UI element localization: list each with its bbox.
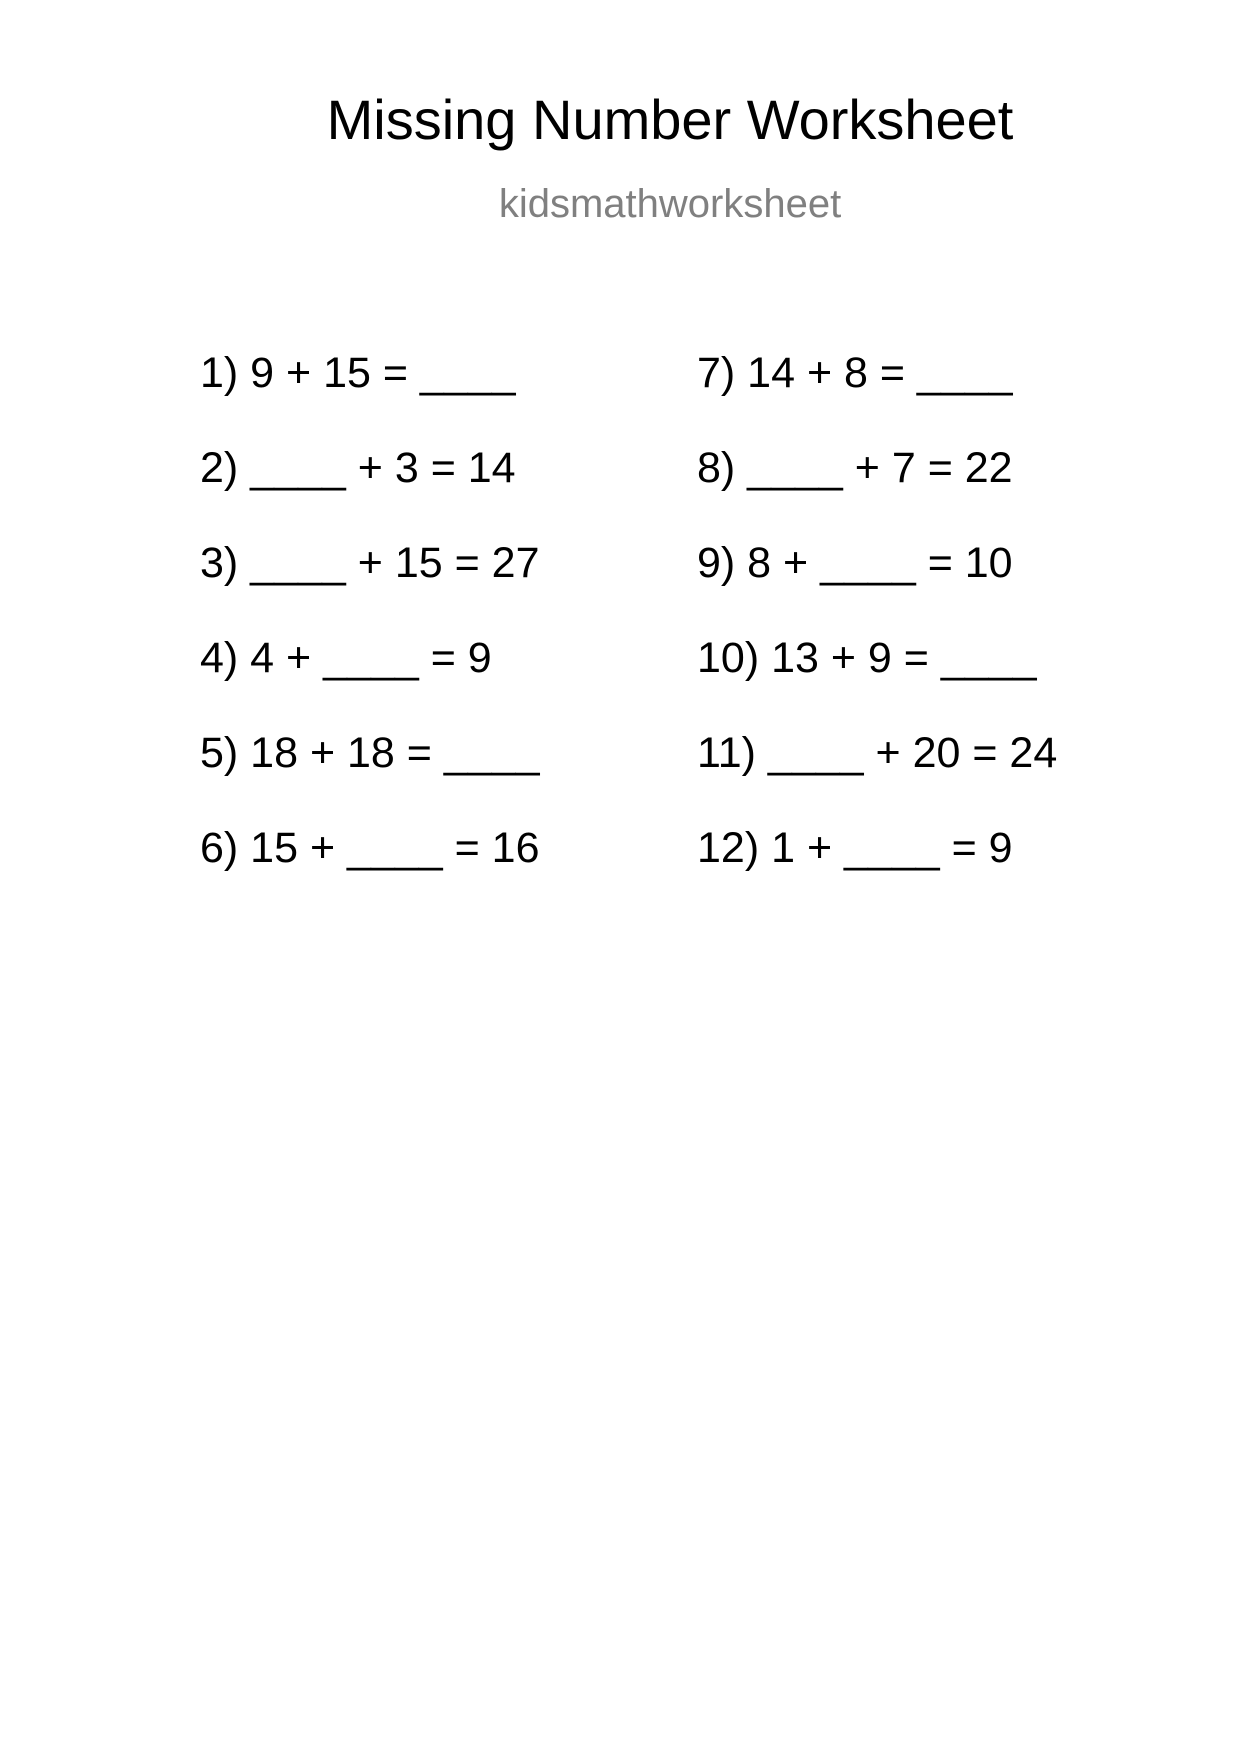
problem-12: 12) 1 + ____ = 9 <box>697 824 1013 872</box>
page-title: Missing Number Worksheet <box>326 88 1014 151</box>
problem-7: 7) 14 + 8 = ____ <box>697 349 1013 397</box>
problem-9: 9) 8 + ____ = 10 <box>697 539 1013 587</box>
problems-right-column <box>697 349 1058 922</box>
problem-3: 3) ____ + 15 = 27 <box>200 539 540 587</box>
problem-2: 2) ____ + 3 = 14 <box>200 444 516 492</box>
problems-left-column <box>200 349 540 922</box>
problem-11: 11) ____ + 20 = 24 <box>697 729 1058 777</box>
problem-8: 8) ____ + 7 = 22 <box>697 444 1013 492</box>
problem-5: 5) 18 + 18 = ____ <box>200 729 540 777</box>
page-subtitle: kidsmathworksheet <box>498 182 842 226</box>
problem-4: 4) 4 + ____ = 9 <box>200 634 492 682</box>
problem-6: 6) 15 + ____ = 16 <box>200 824 540 872</box>
problem-1: 1) 9 + 15 = ____ <box>200 349 516 397</box>
problem-10: 10) 13 + 9 = ____ <box>697 634 1037 682</box>
